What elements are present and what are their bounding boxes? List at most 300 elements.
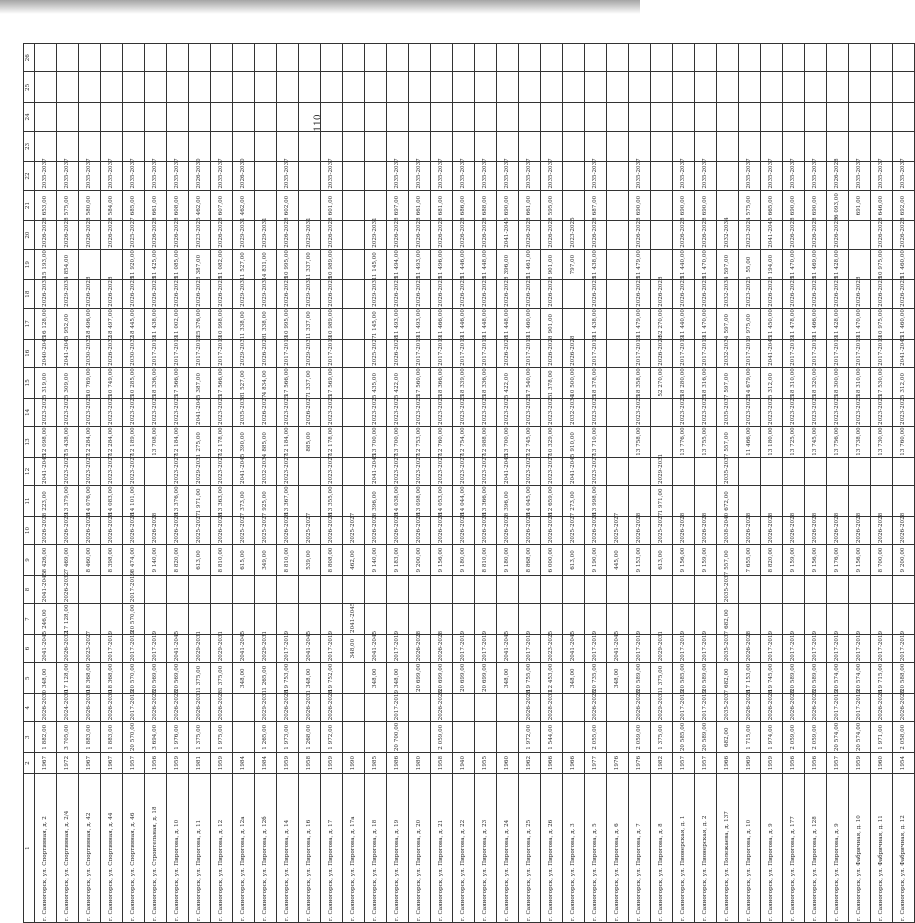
value-cell: 910,00 [563,426,585,457]
value-cell: 20 585,00 [673,722,695,753]
value-cell: 19 715,00 [871,663,893,694]
value-cell: 13 708,00 [145,426,167,457]
value-cell: 20 699,00 [475,663,497,694]
value-cell [211,604,233,635]
value-cell: 2017-2019 [211,339,233,367]
value-cell: 690,00 [695,190,717,221]
value-cell: 682,00 [717,722,739,753]
value-cell: 1955 [475,753,497,774]
value-cell: 1 544,00 [541,722,563,753]
value-cell: 12 745,00 [519,426,541,457]
value-cell: 2017-2019 [871,634,893,662]
value-cell [255,44,277,73]
value-cell: 2026-2028 [585,280,607,308]
table-row [497,44,519,923]
value-cell [827,604,849,635]
value-cell: 2035-2037 [453,162,475,190]
value-cell [453,722,475,753]
value-cell: 20 699,00 [453,663,475,694]
header-cell: 17 [24,308,35,339]
value-cell [761,486,783,517]
value-cell [233,44,255,73]
value-cell: 681,00 [431,190,453,221]
table-row [57,44,79,923]
value-cell: 348,00 [365,663,387,694]
value-cell: 2035-2037 [629,162,651,190]
value-cell: 17 540,00 [519,367,541,398]
value-cell [629,72,651,103]
table-row [849,44,871,923]
value-cell: 8 820,00 [167,545,189,576]
table-row [277,44,299,923]
value-cell: 1958 [299,753,321,774]
value-cell [805,103,827,131]
value-cell: 1958 [431,753,453,774]
value-cell: 2026-2028 [431,280,453,308]
value-cell [761,604,783,635]
value-cell: 901,00 [541,308,563,339]
value-cell [343,486,365,517]
value-cell: 1 265,00 [255,722,277,753]
value-cell: 2017-2019 [629,339,651,367]
value-cell: 2023-2025 [189,221,211,249]
value-cell: 2026-2031 [299,694,321,722]
value-cell: 9 156,00 [805,545,827,576]
value-cell [189,72,211,103]
value-cell: 52 270,00 [651,308,673,339]
value-cell: 2026-2028 [695,280,717,308]
value-cell: 6 000,00 [541,545,563,576]
value-cell: 2030-2032 [123,339,145,367]
address-cell: г. Саяногорск, ул. Пирогова, д. 21 [431,774,453,923]
value-cell: 1 972,00 [321,722,343,753]
value-cell: 373,00 [233,486,255,517]
value-cell: 13 355,00 [321,486,343,517]
value-cell [233,722,255,753]
value-cell: 2026-2028 [167,280,189,308]
value-cell: 13 366,00 [475,486,497,517]
value-cell [651,103,673,131]
value-cell: 2023-2025 [695,398,717,426]
value-cell [145,575,167,603]
value-cell: 20 589,00 [783,663,805,694]
value-cell [871,103,893,131]
value-cell: 9 156,00 [673,545,695,576]
value-cell [453,72,475,103]
value-cell: 1 145,00 [365,308,387,339]
value-cell [651,190,673,221]
value-cell [893,103,915,131]
value-cell: 2023-2025 [497,398,519,426]
value-cell: 2023-2025 [739,280,761,308]
value-cell: 2023-2025 [871,398,893,426]
value-cell: 2026-2028 [893,280,915,308]
value-cell [651,398,673,426]
value-cell [761,72,783,103]
value-cell [563,308,585,339]
value-cell: 2026-2028 [519,280,541,308]
value-cell [145,457,167,485]
value-cell: 2035-2037 [739,162,761,190]
value-cell [673,604,695,635]
value-cell [365,722,387,753]
value-cell: 20 589,00 [695,663,717,694]
value-cell: 2041-2045 [343,604,365,635]
header-cell: 19 [24,249,35,280]
value-cell [717,44,739,73]
value-cell: 10 329,00 [541,426,563,457]
value-cell: 18 339,00 [453,367,475,398]
value-cell: 601,00 [321,190,343,221]
address-cell: г. Саяногорск, ул. Пирогова, д. 16 [299,774,321,923]
value-cell: 2026-2028 [431,634,453,662]
value-cell [431,103,453,131]
value-cell [277,575,299,603]
table-row [673,44,695,923]
value-cell: 2026-2028 [431,221,453,249]
value-cell [497,722,519,753]
value-cell: 2026-2028 [783,221,805,249]
value-cell [519,72,541,103]
value-cell: 11 479,00 [629,308,651,339]
value-cell: 14 076,00 [79,486,101,517]
value-cell: 2 059,00 [783,722,805,753]
value-cell: 20 585,00 [673,663,695,694]
header-cell: 16 [24,339,35,367]
value-cell [761,44,783,73]
value-cell [805,575,827,603]
value-cell: 2029-2031 [299,339,321,367]
value-cell [321,575,343,603]
value-cell: 2035-2037 [717,398,739,426]
value-cell: 18 445,00 [123,308,145,339]
value-cell [365,103,387,131]
value-cell [255,575,277,603]
value-cell: 1 378,00 [541,367,563,398]
value-cell: 11 496,00 [431,249,453,280]
value-cell: 2026-2028 [783,516,805,544]
table-row [101,44,123,923]
value-cell [783,486,805,517]
value-cell [607,249,629,280]
value-cell: 2023-2025 [849,398,871,426]
value-cell [475,103,497,131]
value-cell: 13 379,00 [57,486,79,517]
value-cell [629,486,651,517]
value-cell: 348,00 [563,663,585,694]
value-cell: 19 755,00 [519,663,541,694]
value-cell [739,486,761,517]
value-cell [321,103,343,131]
address-cell: г. Саяногорск, ул. Пирогова, д. 3 [563,774,585,923]
value-cell [277,44,299,73]
value-cell: 2035-2037 [893,162,915,190]
value-cell: 2023-2027 [277,457,299,485]
value-cell: 11 469,00 [805,249,827,280]
address-cell: г. Саяногорск, ул. Пирогова, д. 24 [497,774,519,923]
value-cell: 2023-2027 [79,634,101,662]
value-cell [321,604,343,635]
value-cell: 18 368,00 [101,663,123,694]
header-cell: 14 [24,398,35,426]
value-cell: 2025-2027 [563,516,585,544]
value-cell: 2035-2037 [101,162,123,190]
value-cell: 11 082,00 [211,249,233,280]
value-cell: 422,00 [497,367,519,398]
value-cell: 11 448,00 [497,308,519,339]
value-cell [497,44,519,73]
value-cell [585,72,607,103]
value-cell [101,604,123,635]
value-cell [827,457,849,485]
value-cell [585,44,607,73]
value-cell: 13 745,00 [805,426,827,457]
value-cell: 2026-2028 [211,516,233,544]
value-cell: 462,00 [343,545,365,576]
value-cell: 20 569,00 [167,663,189,694]
value-cell: 2026-2028 [761,280,783,308]
value-cell: 2017-2019 [871,339,893,367]
value-cell [629,103,651,131]
value-cell [299,103,321,131]
value-cell: 2032-2034 [717,280,739,308]
value-cell: 18 316,00 [695,367,717,398]
value-cell [673,457,695,485]
value-cell: 2041-2045 [299,634,321,662]
table-row [695,44,717,923]
value-cell [849,457,871,485]
value-cell: 682,00 [717,663,739,694]
value-cell [211,44,233,73]
value-cell: 2023-2027 [453,457,475,485]
value-cell: 2017-2019 [783,339,805,367]
value-cell: 9 180,00 [453,545,475,576]
value-cell: 12 988,00 [475,426,497,457]
header-cell: 24 [24,103,35,131]
value-cell [453,575,475,603]
address-cell: г. Саяногорск, ул. Пирогова, д. 23 [475,774,497,923]
value-cell: 20 699,00 [409,663,431,694]
value-cell [739,604,761,635]
value-cell [497,72,519,103]
value-cell: 11 446,00 [453,308,475,339]
value-cell: 690,00 [805,190,827,221]
value-cell [431,72,453,103]
value-cell [79,44,101,73]
value-cell: 2035-2037 [123,162,145,190]
value-cell: 2026-2028 [277,516,299,544]
value-cell: 2035-2038 [233,398,255,426]
value-cell [431,604,453,635]
value-cell: 2035-2037 [211,162,233,190]
value-cell [343,426,365,457]
value-cell: 691,00 [849,190,871,221]
value-cell: 2035-2037 [761,162,783,190]
value-cell: 2017-2019 [189,339,211,367]
value-cell: 2026-2028 [145,516,167,544]
address-cell: г. Саяногорск, ул. Пирогова, д. 9 [761,774,783,923]
value-cell: 2026-2028 [255,339,277,367]
value-cell: 2026-2028 [123,516,145,544]
value-cell: 11 920,00 [123,249,145,280]
value-cell: 348,00 [233,663,255,694]
value-cell [607,44,629,73]
value-cell: 13 180,00 [761,426,783,457]
value-cell [101,72,123,103]
value-cell: 2026-2028 [189,280,211,308]
table-row [79,44,101,923]
value-cell: 11 438,00 [585,308,607,339]
value-cell: 462,00 [233,190,255,221]
value-cell: 19 753,00 [277,663,299,694]
value-cell [541,604,563,635]
value-cell: 2041-2045 [497,221,519,249]
value-cell: 12 189,00 [123,426,145,457]
value-cell: 319,00 [35,367,57,398]
value-cell: 2041-2045 [233,457,255,485]
value-cell: 2026-2030 [233,162,255,190]
value-cell [849,103,871,131]
value-cell: 2026-2030 [35,694,57,722]
value-cell: 2023-2025 [409,398,431,426]
value-cell: 17 530,00 [871,367,893,398]
value-cell: 2026-2028 [79,221,101,249]
value-cell: 2026-2028 [453,516,475,544]
value-cell: 2025-2027 [343,516,365,544]
value-cell: 2023-2025 [783,398,805,426]
value-cell: 9 190,00 [585,545,607,576]
address-cell: г. Саяногорск, ул. Пионерская, д. 2 [695,774,717,923]
value-cell: 20 570,00 [123,722,145,753]
value-cell: 2029-2031 [365,221,387,249]
value-cell [167,72,189,103]
value-cell: 615,00 [233,545,255,576]
value-cell: 7 469,00 [57,545,79,576]
value-cell: 20 735,00 [585,663,607,694]
value-cell [387,103,409,131]
value-cell: 17 566,00 [277,367,299,398]
value-cell: 2026-2028 [629,280,651,308]
address-cell: г. Саяногорск, ул. Пирогова, д. 9 [827,774,849,923]
value-cell: 2017-2019 [827,694,849,722]
value-cell: 1960 [497,753,519,774]
value-cell: 2017-2019 [827,339,849,367]
value-cell [343,722,365,753]
value-cell: 12 098,00 [35,426,57,457]
value-cell: 597,00 [717,367,739,398]
value-cell: 2025-2027 [607,516,629,544]
value-cell [739,44,761,73]
value-cell [277,103,299,131]
value-cell: 2025-2027 [299,516,321,544]
value-cell: 8 810,00 [211,545,233,576]
value-cell: 1969 [739,753,761,774]
value-cell: 9 176,00 [827,545,849,576]
value-cell: 13 376,00 [167,486,189,517]
value-cell: 2026-2028 [673,221,695,249]
value-cell [871,457,893,485]
value-cell: 2017-2019 [387,634,409,662]
value-cell: 2023-2027 [431,457,453,485]
value-cell: 18 336,00 [145,367,167,398]
value-cell [453,604,475,635]
value-cell: 10 989,00 [321,249,343,280]
value-cell: 2025-2027 [123,221,145,249]
value-cell: 2017-2019 [673,339,695,367]
value-cell: 2023-2027 [387,457,409,485]
value-cell: 2035-2037 [871,162,893,190]
value-cell [167,575,189,603]
value-cell: 2023-2025 [541,634,563,662]
value-cell: 8 868,00 [519,545,541,576]
value-cell: 2029-2031 [189,457,211,485]
value-cell [871,604,893,635]
value-cell: 607,00 [211,190,233,221]
value-cell: 20 700,00 [387,722,409,753]
value-cell: 13 700,00 [387,426,409,457]
value-cell: 2029-2031 [651,634,673,662]
address-cell: г. Саяногорск, ул. Спортивная, д. 2/4 [57,774,79,923]
value-cell: 1959 [167,753,189,774]
value-cell: 2026-2032 [101,339,123,367]
value-cell: 11 460,00 [519,308,541,339]
value-cell: 14 679,00 [739,367,761,398]
value-cell: 2035-2037 [783,162,805,190]
value-cell: 2041-2045 [893,339,915,367]
value-cell: 2029-2031 [299,280,321,308]
value-cell: 2041-2045 [607,634,629,662]
value-cell [651,131,673,162]
value-cell: 2029-2031 [233,221,255,249]
value-cell: 1957 [827,753,849,774]
value-cell: 1 883,00 [79,722,101,753]
value-cell: 2026-2030 [35,280,57,308]
value-cell: 1986 [387,753,409,774]
value-cell [299,162,321,190]
value-cell: 2026-2028 [145,694,167,722]
value-cell: 396,00 [497,249,519,280]
value-cell: 2025-2027 [651,516,673,544]
value-cell: 697,00 [387,190,409,221]
table-row [783,44,805,923]
value-cell: 2035-2037 [519,162,541,190]
header-cell: 15 [24,367,35,398]
value-cell [365,44,387,73]
value-cell: 348,00 [343,634,365,662]
value-cell [101,103,123,131]
value-cell: 1967 [101,753,123,774]
value-cell: 2026-2028 [541,221,563,249]
value-cell: 8 810,00 [277,545,299,576]
value-cell [695,457,717,485]
value-cell: 975,00 [739,308,761,339]
value-cell [783,44,805,73]
value-cell: 10 749,00 [101,367,123,398]
value-cell: 2041-2045 [563,634,585,662]
value-cell: 1 337,00 [299,367,321,398]
value-cell [563,575,585,603]
value-cell: 575,00 [57,190,79,221]
value-cell: 2041-2045 [189,398,211,426]
value-cell: 2026-2028 [871,694,893,722]
value-cell: 2026-2028 [387,339,409,367]
value-cell: 12 184,00 [277,426,299,457]
value-cell: 2023-2025 [585,398,607,426]
header-cell: 10 [24,516,35,544]
address-cell: г. Саяногорск, ул. Пирогова, д. 128 [805,774,827,923]
value-cell: 2026-2028 [629,694,651,722]
value-cell: 1976 [607,753,629,774]
